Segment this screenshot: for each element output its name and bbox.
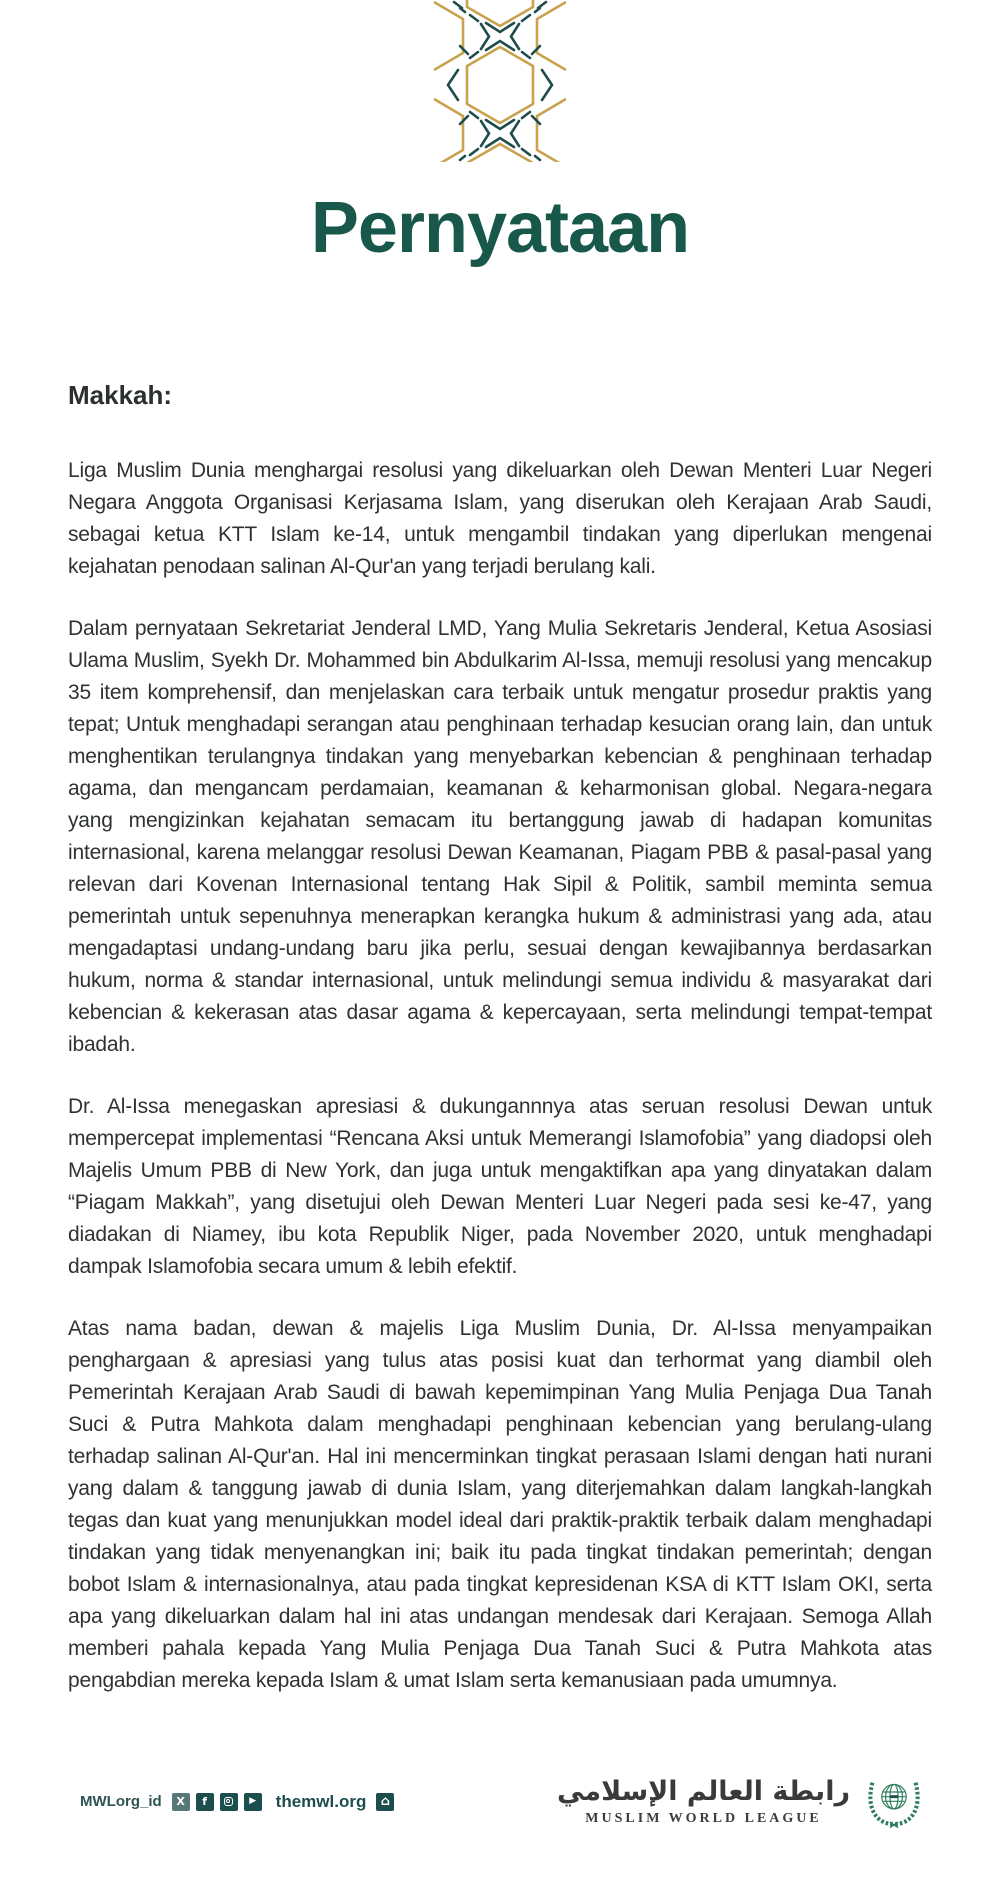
- x-icon[interactable]: [172, 1793, 190, 1811]
- footer-social-bar: [80, 1792, 394, 1812]
- youtube-glyph: ▶: [249, 1796, 257, 1806]
- website-link[interactable]: themwl.org: [275, 1791, 367, 1811]
- page-title: Pernyataan: [310, 188, 690, 268]
- statement-body: [0, 380, 1000, 1697]
- mwl-emblem-icon: [862, 1768, 926, 1835]
- statement-paragraph-4: Atas nama badan, dewan & majelis Liga Muslim Dunia, Dr. Al-Issa menyampaikan penghargaan & apresiasi yang tulus atas posisi kuat dan terhormat yang diambil oleh Pemerintah Kerajaan Arab Saudi di bawah kepemimpinan Yang Mulia Penjaga Dua Tanah Suci & Putra Mahkota dalam menghadapi penghinaan kebencian yang berulang-ulang terhadap salinan Al-Qur'an. Hal ini mencerminkan tingkat perasaan Islami dengan hati nurani yang dalam & tanggung jawab di dunia Islam, yang diterjemahkan dalam langkah-langkah tegas dan kuat yang menunjukkan model ideal dari praktik-praktik terbaik dalam menghadapi tindakan yang tidak menyenangkan ini; baik itu pada tingkat tindakan pemerintah; dengan bobot Islam & internasionalnya, atau pada tingkat kepresidenan KSA di KTT Islam OKI, serta apa yang dikeluarkan dalam hal ini atas undangan mendesak dari Kerajaan. Semoga Allah memberi pahala kepada Yang Mulia Penjaga Dua Tanah Suci & Putra Mahkota atas pengabdian mereka kepada Islam & umat Islam serta kemanusiaan pada umumnya.: [68, 1317, 932, 1692]
- home-glyph: ⌂: [380, 1794, 390, 1809]
- facebook-icon[interactable]: [196, 1793, 214, 1811]
- location-label: Makkah:: [68, 380, 173, 410]
- statement-paragraph-2: Dalam pernyataan Sekretariat Jenderal LMD, Yang Mulia Sekretaris Jenderal, Ketua Asosiasi Ulama Muslim, Syekh Dr. Mohammed bin Abdulkarim Al-Issa, memuji resolusi yang mencakup 35 item komprehensif, dan menjelaskan cara terbaik untuk mengatur prosedur praktis yang tepat; Untuk menghadapi serangan atau penghinaan terhadap kesucian orang lain, dan untuk menghentikan terulangnya tindakan yang menyebarkan kebencian & penghinaan terhadap agama, dan mengancam perdamaian, keamanan & keharmonisan global. Negara-negara yang mengizinkan kejahatan semacam itu bertanggung jawab di hadapan komunitas internasional, karena melanggar resolusi Dewan Keamanan, Piagam PBB & pasal-pasal yang relevan dari Kovenan Internasional tentang Hak Sipil & Politik, sambil meminta semua pemerintah untuk sepenuhnya menerapkan kerangka hukum & administrasi yang ada, atau mengadaptasi undang-undang baru jika perlu, sesuai dengan kewajibannya berdasarkan hukum, norma & standar internasional, untuk melindungi semua individu & masyarakat dari kebencian & kekerasan atas dasar agama & kepercayaan, serta melindungi tempat-tempat ibadah.: [68, 617, 932, 1056]
- home-icon[interactable]: [376, 1793, 394, 1811]
- facebook-glyph: f: [202, 1795, 208, 1808]
- x-glyph: X: [176, 1795, 185, 1808]
- footer: [80, 1768, 926, 1835]
- social-handle[interactable]: MWLorg_id: [80, 1793, 162, 1810]
- youtube-icon[interactable]: [244, 1793, 262, 1811]
- instagram-glyph: [224, 1797, 233, 1806]
- mwl-logo-text: [557, 1776, 850, 1826]
- mwl-logo-arabic: رابطة العالم الإسلامي: [557, 1776, 850, 1808]
- mwl-logo-english: MUSLIM WORLD LEAGUE: [585, 1810, 822, 1826]
- islamic-pattern-ornament: [434, 0, 566, 162]
- mwl-logo: [557, 1768, 926, 1835]
- instagram-icon[interactable]: [220, 1793, 238, 1811]
- statement-paragraph-1: Liga Muslim Dunia menghargai resolusi yang dikeluarkan oleh Dewan Menteri Luar Negeri Negara Anggota Organisasi Kerjasama Islam, yang diserukan oleh Kerajaan Arab Saudi, sebagai ketua KTT Islam ke-14, untuk mengambil tindakan yang diperlukan mengenai kejahatan penodaan salinan Al-Qur'an yang terjadi berulang kali.: [68, 459, 932, 578]
- emblem-center-bar: [890, 1795, 898, 1798]
- statement-paragraph-3: Dr. Al-Issa menegaskan apresiasi & dukungannnya atas seruan resolusi Dewan untuk mempercepat implementasi “Rencana Aksi untuk Memerangi Islamofobia” yang diadopsi oleh Majelis Umum PBB di New York, dan juga untuk mengaktifkan apa yang dinyatakan dalam “Piagam Makkah”, yang disetujui oleh Dewan Menteri Luar Negeri pada sesi ke-47, yang diadakan di Niamey, ibu kota Republik Niger, pada November 2020, untuk menghadapi dampak Islamofobia secara umum & lebih efektif.: [68, 1095, 932, 1278]
